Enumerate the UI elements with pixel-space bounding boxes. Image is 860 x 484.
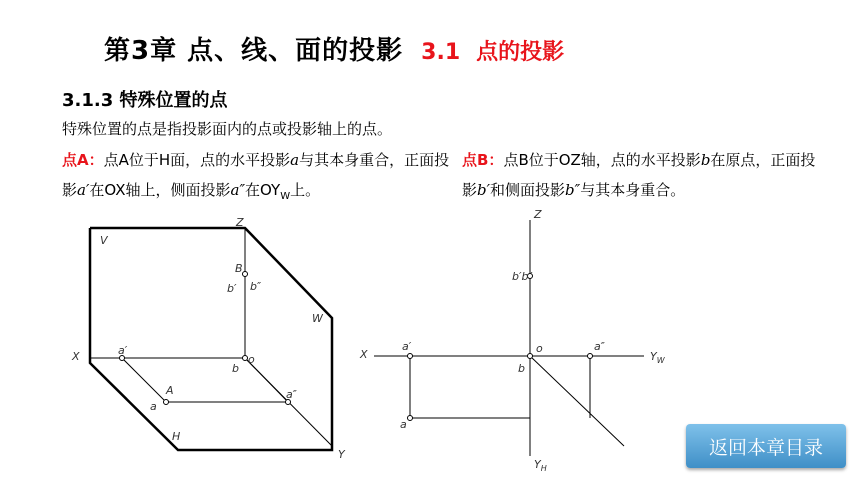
point-a-var-2: a′ xyxy=(77,181,90,199)
ortho-yh-label: $Y_H$ xyxy=(534,458,547,473)
v-plane-label: V xyxy=(100,234,108,247)
subsection-heading: 3.1.3 特殊位置的点 xyxy=(62,90,228,111)
b-label: b xyxy=(232,362,239,375)
point-b-var-2: b′ xyxy=(477,181,491,199)
projection-box-figure xyxy=(60,218,360,468)
a-label: a xyxy=(150,400,157,413)
axis-lines xyxy=(90,228,332,446)
point-b-label: 点B： xyxy=(462,151,504,169)
back-to-chapter-button[interactable]: 返回本章目录 xyxy=(686,424,846,468)
section-title: 点的投影 xyxy=(476,40,565,65)
point-a-text-1: 点A位于H面，点的水平投影 xyxy=(103,151,291,169)
point-b-text-3: 和侧面投影 xyxy=(490,181,566,199)
b-prime-label: b′ xyxy=(227,282,237,295)
point-a-var-1: a xyxy=(290,151,300,169)
ortho-a-double-prime-label: a″ xyxy=(594,340,605,353)
point-a-label: 点A： xyxy=(62,151,104,169)
section-number: 3.1 xyxy=(421,40,461,65)
chapter-title: 第3章 点、线、面的投影 xyxy=(104,36,404,66)
point-b-var-1: b xyxy=(700,151,711,169)
w-plane-label: W xyxy=(312,312,323,325)
a-double-prime-label: a″ xyxy=(286,388,297,401)
ortho-b-prime-double-prime-label: b′b″ xyxy=(512,270,533,283)
ortho-x-label: X xyxy=(360,348,368,361)
point-a-label-3d: A xyxy=(166,384,174,397)
ortho-a-prime-label: a′ xyxy=(402,340,412,353)
h-plane-label: H xyxy=(172,430,181,443)
point-a-text-5: 上。 xyxy=(290,181,321,199)
point-b-text-4: 与其本身重合。 xyxy=(580,181,686,199)
ortho-a-label: a xyxy=(400,418,407,431)
ortho-yw-label: $Y_W$ xyxy=(650,350,665,365)
point-a-subscript: W xyxy=(280,191,291,202)
point-a-paragraph xyxy=(62,145,462,212)
point-a-text-3: 在OX轴上，侧面投影 xyxy=(89,181,231,199)
x-axis-label: X xyxy=(72,350,80,363)
ortho-b-label: b xyxy=(518,362,525,375)
origin-label: o xyxy=(248,353,255,366)
point-b-text-2: 在原点，正面投影 xyxy=(462,151,816,199)
box-outline xyxy=(90,228,332,450)
point-b-text-1: 点B位于OZ轴，点的水平投影 xyxy=(503,151,701,169)
ortho-z-label: Z xyxy=(534,208,542,221)
point-a-var-3: a″ xyxy=(230,181,246,199)
projection-points xyxy=(120,272,291,405)
intro-text: 特殊位置的点是指投影面内的点或投影轴上的点。 xyxy=(62,120,393,138)
point-a-text-4: 在OY xyxy=(245,181,281,199)
point-b-var-3: b″ xyxy=(565,181,581,199)
point-b-label-3d: B xyxy=(235,262,243,275)
ortho-origin-label: o xyxy=(536,342,543,355)
ortho-axis-lines xyxy=(374,220,644,456)
point-a-text-2: 与其本身重合，正面投影 xyxy=(62,151,450,199)
ortho-points xyxy=(408,274,593,421)
point-b-paragraph xyxy=(462,145,822,205)
a-prime-label: a′ xyxy=(118,344,128,357)
orthographic-projection-figure xyxy=(354,206,674,478)
title-bar xyxy=(104,30,564,70)
y-axis-label: Y xyxy=(338,448,345,461)
b-double-prime-label: b″ xyxy=(250,280,262,293)
z-axis-label: Z xyxy=(236,218,244,229)
